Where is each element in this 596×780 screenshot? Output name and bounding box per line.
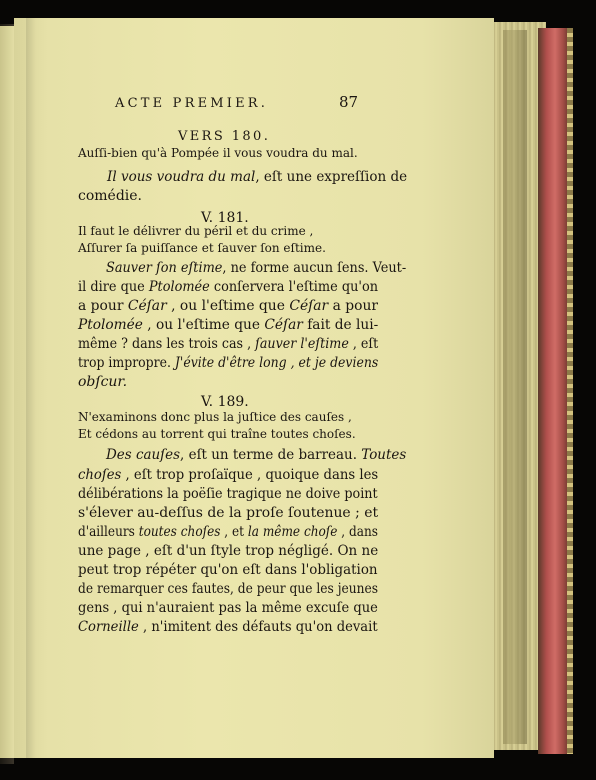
section-heading: V. 189. bbox=[201, 394, 249, 410]
commentary-line: comédie. bbox=[78, 188, 143, 204]
commentary-line: Sauver ſon eſtime, ne forme aucun ſens. Veut- bbox=[106, 260, 407, 276]
commentary-line: une page , eſt d'un ſtyle trop négligé. On ne bbox=[78, 543, 379, 559]
page-stack-shadow bbox=[503, 30, 527, 744]
commentary-line: s'élever au-deſſus de la proſe ſoutenue ; et bbox=[78, 505, 379, 521]
section-heading: V. 181. bbox=[201, 210, 249, 226]
commentary-line: Corneille , n'imitent des défauts qu'on devait bbox=[78, 619, 378, 635]
page-text bbox=[14, 18, 494, 758]
page-number: 87 bbox=[339, 93, 359, 111]
verse-line: Il faut le délivrer du péril et du crime , bbox=[78, 224, 314, 238]
commentary-line: il dire que Ptolomée conſervera l'eſtime qu'on bbox=[78, 279, 378, 295]
commentary-line: d'ailleurs toutes choſes , et la même choſe , dans bbox=[78, 524, 378, 540]
commentary-line: de remarquer ces fautes, de peur que les jeunes bbox=[78, 581, 379, 597]
commentary-line: obſcur. bbox=[78, 374, 128, 390]
commentary-line: même ? dans les trois cas , ſauver l'eſtime , eſt bbox=[78, 336, 379, 352]
commentary-line: Il vous voudra du mal, eſt une expreſſion de bbox=[107, 169, 408, 185]
running-title: ACTE PREMIER. bbox=[115, 96, 269, 111]
verse-line: Aſſurer ſa puiſſance et ſauver ſon eſtime. bbox=[78, 241, 326, 255]
commentary-line: peut trop répéter qu'on eſt dans l'obligation bbox=[78, 562, 378, 578]
commentary-line: a pour Céſar , ou l'eſtime que Céſar a pour bbox=[78, 298, 379, 314]
commentary-line: gens , qui n'auraient pas la même excuſe que bbox=[78, 600, 378, 616]
commentary-line: trop impropre. J'évite d'être long , et je deviens bbox=[78, 355, 379, 371]
book-page bbox=[14, 18, 494, 758]
cover-gilt-border bbox=[567, 28, 573, 754]
verse-line: Et cédons au torrent qui traîne toutes choſes. bbox=[78, 427, 356, 441]
verse-line: Auſſi-bien qu'à Pompée il vous voudra du mal. bbox=[78, 146, 358, 160]
commentary-line: choſes , eſt trop proſaïque , quoique dans les bbox=[78, 467, 379, 483]
commentary-line: délibérations la poëſie tragique ne doive point bbox=[78, 486, 378, 502]
section-heading: VERS 180. bbox=[178, 129, 271, 144]
commentary-line: Des cauſes, eſt un terme de barreau. Toutes bbox=[106, 447, 407, 463]
verse-line: N'examinons donc plus la juſtice des cauſes , bbox=[78, 410, 352, 424]
commentary-line: Ptolomée , ou l'eſtime que Céſar fait de lui- bbox=[78, 317, 379, 333]
